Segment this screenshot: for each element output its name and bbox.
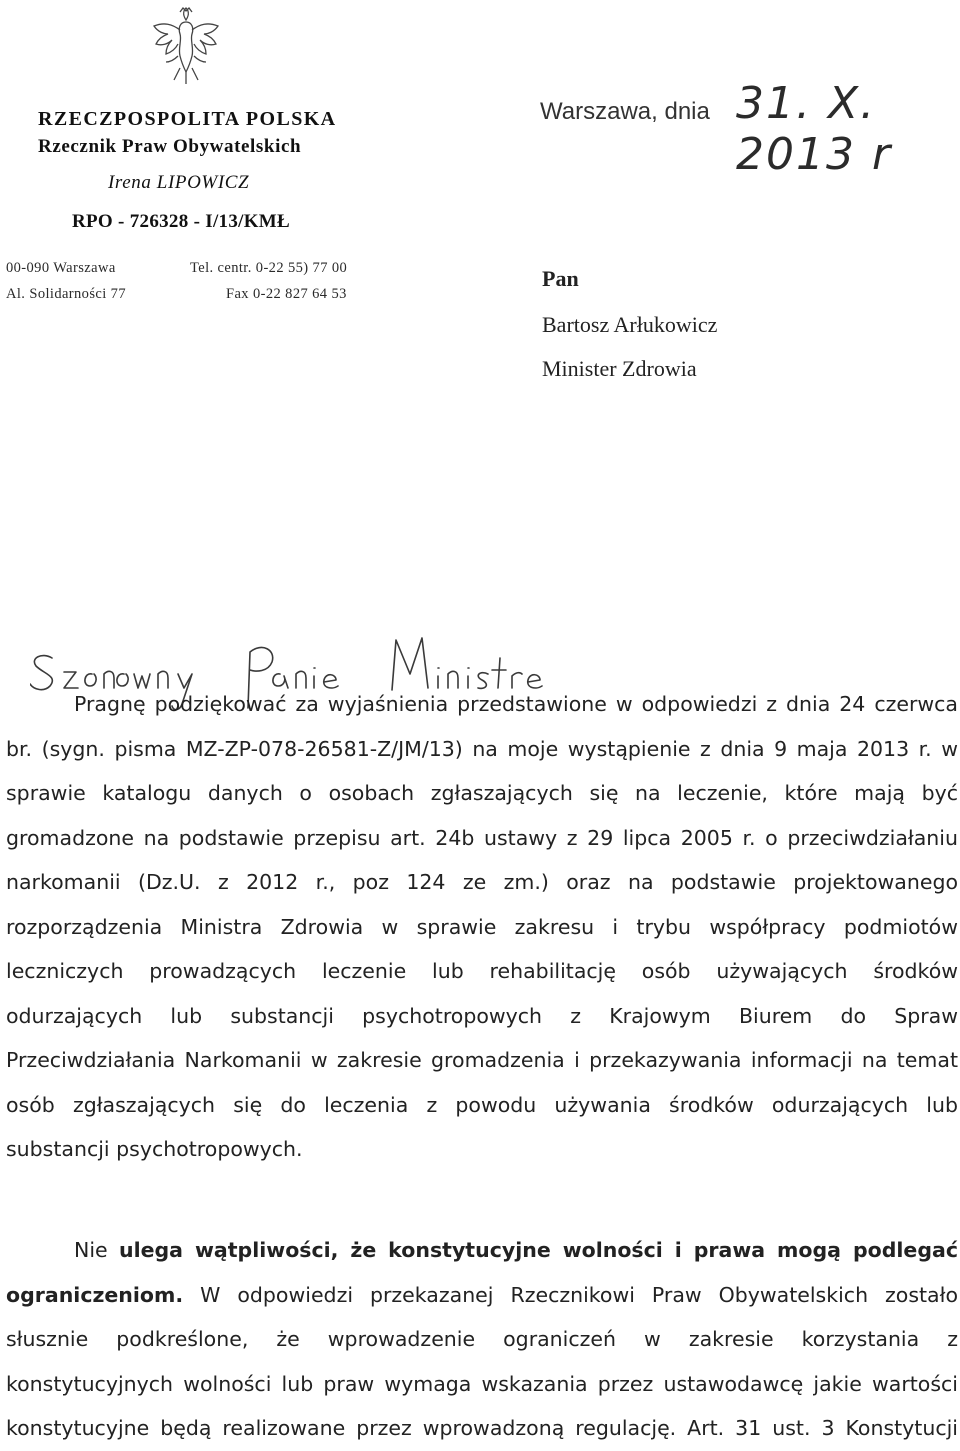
paragraph-bold-text: ograniczeniom. [6, 1282, 184, 1307]
paragraph-line: leczniczych prowadzących leczenie lub rehabilitację osób używających środków [6, 959, 958, 983]
paragraph-line: odurzających lub substancji psychotropowych z Krajowym Biurem do Spraw [6, 1003, 958, 1028]
paragraph-line: sprawie katalogu danych o osobach zgłaszających się na leczenie, które mają być [6, 781, 958, 805]
paragraph-text: Nie [74, 1238, 108, 1262]
paragraph-line: osób zgłaszających się do leczenia z powodu używania środków odurzających lub [6, 1092, 958, 1117]
eagle-emblem-icon [150, 6, 222, 86]
paragraph-line: konstytucyjnych wolności lub praw wymaga wskazania przez ustawodawcę jakie wartości [6, 1371, 958, 1396]
address-street: Al. Solidarności 77 [6, 286, 126, 302]
paragraph-line: słusznie podkreślone, że wprowadzenie ograniczeń w zakresie korzystania z [6, 1327, 958, 1351]
paragraph-line [6, 1228, 958, 1273]
paragraph-line: rozporządzenia Ministra Zdrowia w sprawie zakresu i trybu współpracy podmiotów [6, 914, 958, 939]
recipient-title: Minister Zdrowia [542, 356, 697, 381]
paragraph-line: Pragnę podziękować za wyjaśnienia przedstawione w odpowiedzi z dnia 24 czerwca [74, 692, 958, 716]
org-name: RZECZPOSPOLITA POLSKA [38, 108, 337, 130]
paragraph-line: br. (sygn. pisma MZ-ZP-078-26581-Z/JM/13) na moje wystąpienie z dnia 9 maja 2013 r. w [6, 736, 958, 761]
handwritten-date: 31. X. 2013 r [736, 78, 893, 180]
org-office: Rzecznik Praw Obywatelskich [38, 136, 302, 157]
address-fax: Fax 0-22 827 64 53 [226, 286, 347, 302]
paragraph-line: Przeciwdziałania Narkomanii w zakresie gromadzenia i przekazywania informacji na temat [6, 1048, 958, 1072]
paragraph-2 [6, 1228, 958, 1451]
paragraph-line [6, 1273, 958, 1318]
paragraph-line: gromadzone na podstawie przepisu art. 24b ustawy z 29 lipca 2005 r. o przeciwdziałaniu [6, 825, 958, 850]
recipient-salutation: Pan [542, 266, 579, 291]
reference-number: RPO - 726328 - I/13/KMŁ [72, 211, 290, 232]
official-name: Irena LIPOWICZ [108, 172, 250, 193]
paragraph-line: narkomanii (Dz.U. z 2012 r., poz 124 ze zm.) oraz na podstawie projektowanego [6, 870, 958, 894]
recipient-name: Bartosz Arłukowicz [542, 312, 718, 337]
paragraph-text: W odpowiedzi przekazanej Rzecznikowi Praw Obywatelskich zostało [200, 1282, 958, 1307]
paragraph-line: substancji psychotropowych. [6, 1137, 303, 1161]
date-label: Warszawa, dnia [540, 98, 710, 125]
address-postal-city: 00-090 Warszawa [6, 260, 116, 276]
paragraph-line: konstytucyjne będą realizowane przez wprowadzoną regulację. Art. 31 ust. 3 Konstytucji [6, 1416, 958, 1440]
address-phone: Tel. centr. 0-22 55) 77 00 [190, 260, 348, 276]
paragraph-bold-text: ulega wątpliwości, że konstytucyjne wolności i prawa mogą podlegać [118, 1238, 958, 1262]
paragraph-1 [6, 682, 958, 1172]
